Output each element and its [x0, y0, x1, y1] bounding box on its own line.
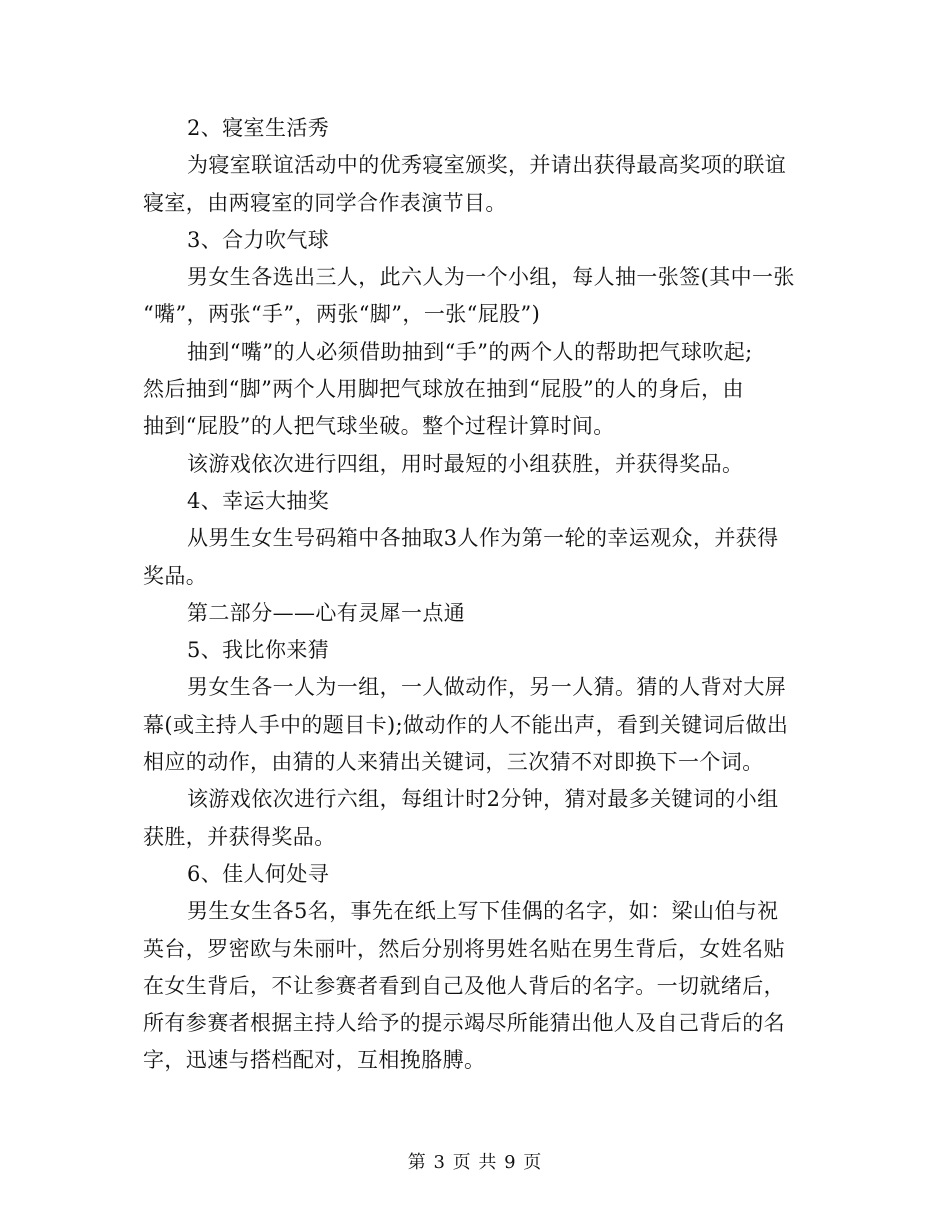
text-line: 3、合力吹气球	[187, 227, 330, 252]
text-line: 5、我比你来猜	[187, 638, 330, 663]
text-line: 相应的动作，由猜的人来猜出关键词，三次猜不对即换下一个词。	[143, 750, 764, 775]
text-line: 该游戏依次进行四组，用时最短的小组获胜，并获得奖品。	[187, 451, 744, 476]
text-line: 抽到“嘴”的人必须借助抽到“手”的两个人的帮助把气球吹起;	[187, 339, 753, 364]
text-line: 第二部分——心有灵犀一点通	[187, 600, 466, 625]
text-line: 男女生各选出三人，此六人为一个小组，每人抽一张签(其中一张	[187, 265, 795, 290]
text-line: 抽到“屁股”的人把气球坐破。整个过程计算时间。	[143, 414, 615, 439]
text-line: 在女生背后，不让参赛者看到自己及他人背后的名字。一切就绪后，	[143, 973, 785, 998]
text-line: 幕(或主持人手中的题目卡);做动作的人不能出声，看到关键词后做出	[143, 712, 789, 737]
text-line: 2、寝室生活秀	[187, 116, 330, 140]
text-line: 寝室，由两寝室的同学合作表演节目。	[143, 190, 507, 215]
text-line: 然后抽到“脚”两个人用脚把气球放在抽到“屁股”的人的身后，由	[143, 377, 744, 402]
text-line: 奖品。	[143, 563, 208, 588]
text-line: 从男生女生号码箱中各抽取3人作为第一轮的幸运观众，并获得	[187, 526, 779, 551]
document-body	[143, 110, 805, 1080]
page-number-footer: 第 3 页 共 9 页	[407, 1152, 543, 1173]
text-line: 男女生各一人为一组，一人做动作，另一人猜。猜的人背对大屏	[187, 675, 787, 700]
text-line: 英台，罗密欧与朱丽叶，然后分别将男姓名贴在男生背后，女姓名贴	[143, 936, 785, 961]
text-line: 该游戏依次进行六组，每组计时2分钟，猜对最多关键词的小组	[187, 787, 779, 812]
text-line: 6、佳人何处寻	[187, 861, 330, 886]
text-line: 男生女生各5名，事先在纸上写下佳偶的名字，如：梁山伯与祝	[187, 899, 779, 924]
text-line: “嘴”，两张“手”，两张“脚”，一张“屁股”)	[143, 302, 541, 327]
text-line: 为寝室联谊活动中的优秀寝室颁奖，并请出获得最高奖项的联谊	[187, 153, 787, 178]
text-line: 字，迅速与搭档配对，互相挽胳膊。	[143, 1048, 486, 1073]
text-line: 所有参赛者根据主持人给予的提示竭尽所能猜出他人及自己背后的名	[143, 1011, 785, 1036]
text-line: 获胜，并获得奖品。	[143, 824, 336, 849]
text-line: 4、幸运大抽奖	[187, 488, 330, 513]
